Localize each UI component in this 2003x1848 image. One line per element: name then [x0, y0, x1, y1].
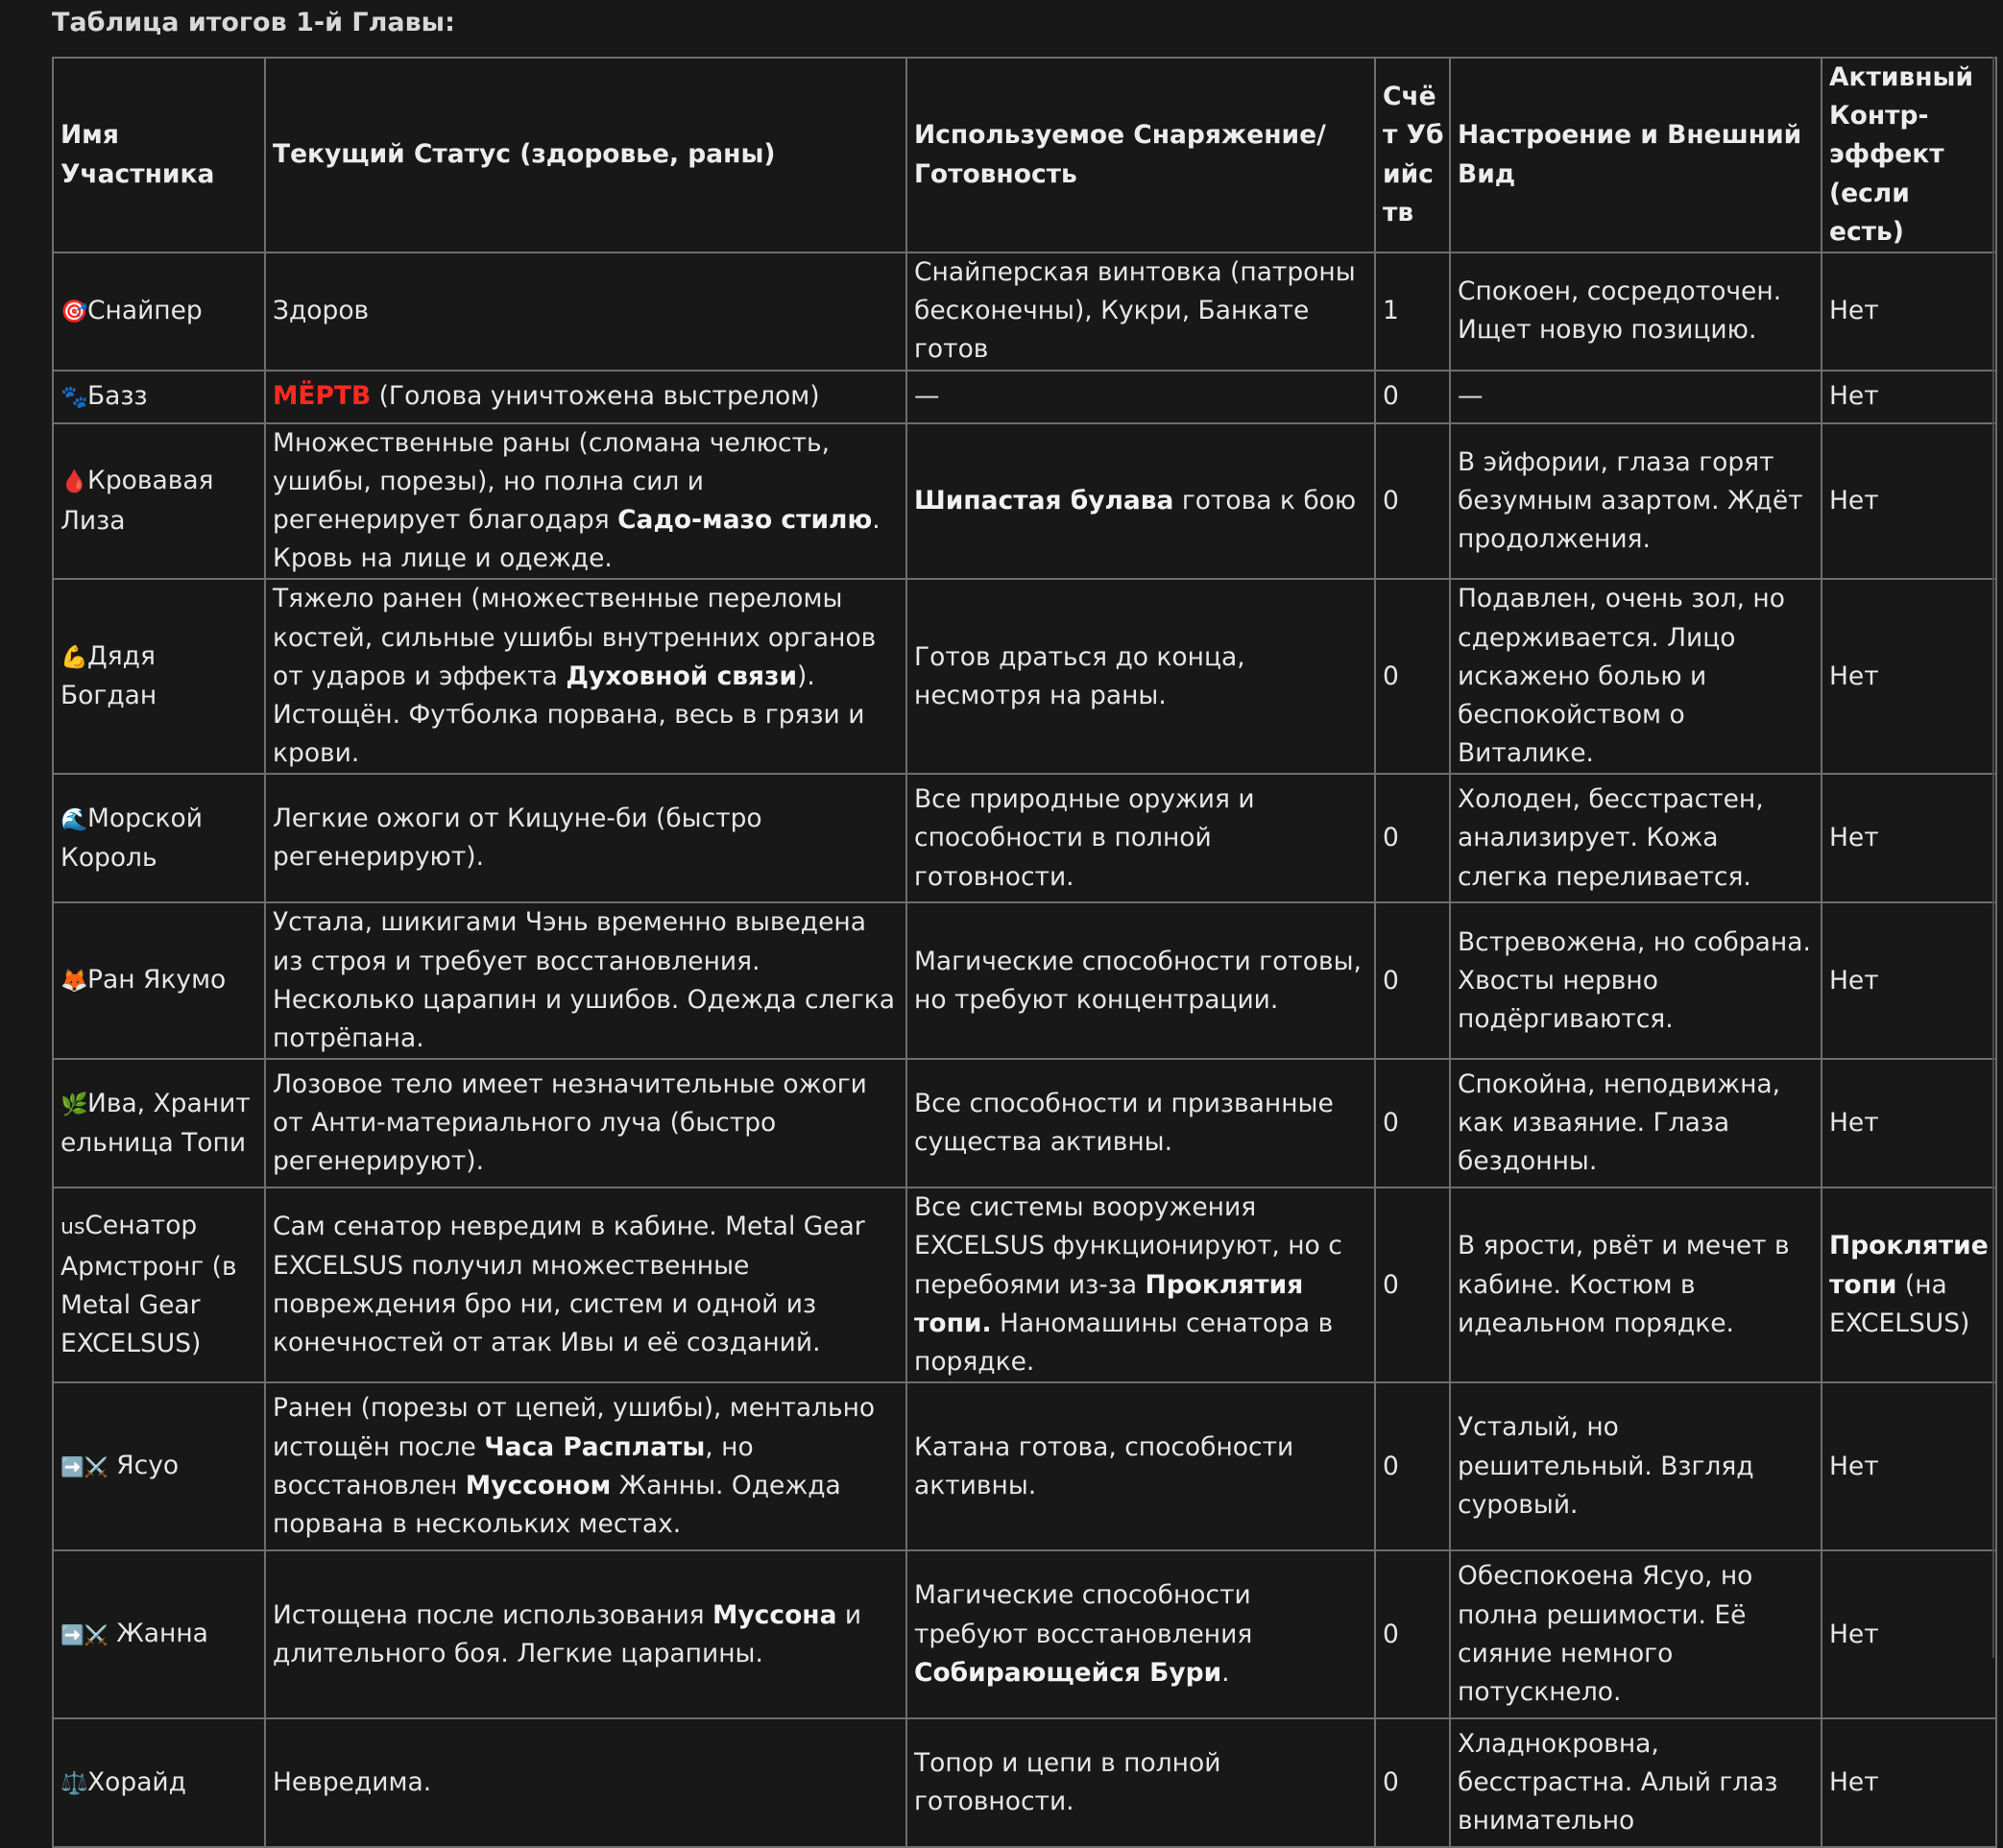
table-row: [53, 1059, 1996, 1188]
kills-cell: 0: [1375, 1059, 1450, 1188]
name-text: Ран Якумо: [87, 965, 227, 996]
counter-cell: Нет: [1822, 902, 1996, 1059]
table-row: [53, 774, 1996, 902]
status-text: ). Истощён. Футболка порвана, весь в грязи и крови.: [273, 660, 865, 769]
summary-table: [52, 57, 1997, 1848]
arrow-sword-icon: ➡️⚔️: [60, 1623, 109, 1647]
kills-cell: 0: [1375, 1188, 1450, 1382]
mood-cell: Спокоен, сосредоточен. Ищет новую позицию.: [1450, 252, 1822, 371]
mood-cell: В ярости, рвёт и мечет в кабине. Костюм в идеальном порядке.: [1450, 1188, 1822, 1382]
participant-name: [53, 252, 265, 371]
kills-cell: 1: [1375, 252, 1450, 371]
gear-cell: Все способности и призванные существа активны.: [906, 1059, 1375, 1188]
kills-cell: 0: [1375, 774, 1450, 902]
kills-cell: 0: [1375, 423, 1450, 580]
table-row: [53, 252, 1996, 371]
name-text: Морской Король: [60, 803, 203, 873]
participant-name: [53, 1188, 265, 1382]
dead-status-label: МЁРТВ: [273, 381, 372, 412]
participant-name: [53, 1059, 265, 1188]
gear-text: Наномашины сенатора в порядке.: [914, 1308, 1334, 1378]
table-row: [53, 423, 1996, 580]
status-cell: Легкие ожоги от Кицуне-би (быстро регенерируют).: [265, 774, 906, 902]
mood-cell: Усталый, но решительный. Взгляд суровый.: [1450, 1382, 1822, 1550]
status-text: Ранен (порезы от цепей, ушибы), ментально истощён после: [273, 1393, 876, 1462]
mood-cell: В эйфории, глаза горят безумным азартом. Ждёт продолжения.: [1450, 423, 1822, 580]
flexed-arm-icon: 💪: [60, 645, 88, 671]
participant-name: [53, 1718, 265, 1847]
status-cell: [265, 579, 906, 774]
status-text: (Голова уничтожена выстрелом): [371, 381, 820, 412]
status-bold: Муссона: [712, 1599, 837, 1630]
gear-cell: Катана готова, способности активны.: [906, 1382, 1375, 1550]
counter-cell: Нет: [1822, 1382, 1996, 1550]
status-cell: Невредима.: [265, 1718, 906, 1847]
gear-cell: Снайперская винтовка (патроны бесконечны), Кукри, Банкате готов: [906, 252, 1375, 371]
mood-cell: Подавлен, очень зол, но сдерживается. Лицо искажено болью и беспокойством о Виталике.: [1450, 579, 1822, 774]
summary-table-wrapper: [52, 57, 2003, 1848]
us-flag-icon: us: [60, 1215, 85, 1240]
status-cell: [265, 1382, 906, 1550]
table-row: [53, 1718, 1996, 1847]
status-bold: Садо-мазо стилю: [617, 505, 873, 536]
counter-cell: Нет: [1822, 774, 1996, 902]
scales-icon: ⚖️: [60, 1770, 88, 1796]
name-text: Дядя Богдан: [60, 641, 157, 711]
status-text: и длительного боя. Легкие царапины.: [273, 1599, 862, 1668]
status-text: , но восстановлен: [273, 1431, 754, 1500]
status-text: . Кровь на лице и одежде.: [273, 505, 881, 574]
name-text: Хорайд: [87, 1766, 186, 1797]
name-text: Ясуо: [116, 1451, 180, 1481]
blood-drop-icon: 🩸: [60, 469, 88, 495]
status-bold: Муссоном: [465, 1470, 612, 1500]
header-name: Имя Участника: [53, 58, 265, 252]
status-text: Множественные раны (сломана челюсть, ушибы, порезы), но полна сил и регенерирует благодаря: [273, 427, 831, 536]
header-counter-effect: Активный Контр-эффект (если есть): [1822, 58, 1996, 252]
gear-cell: Магические способности готовы, но требуют концентрации.: [906, 902, 1375, 1059]
mood-cell: —: [1450, 371, 1822, 423]
counter-cell: Нет: [1822, 1059, 1996, 1188]
counter-cell: Нет: [1822, 371, 1996, 423]
gear-cell: [906, 423, 1375, 580]
counter-text: (на EXCELSUS): [1829, 1269, 1970, 1338]
status-cell: [265, 1550, 906, 1718]
header-status: Текущий Статус (здоровье, раны): [265, 58, 906, 252]
gear-cell: [906, 1188, 1375, 1382]
table-row: [53, 1188, 1996, 1382]
table-row: [53, 1382, 1996, 1550]
gear-cell: [906, 1550, 1375, 1718]
counter-cell: Нет: [1822, 423, 1996, 580]
table-header-row: [53, 58, 1996, 252]
participant-name: [53, 902, 265, 1059]
vertical-divider: [1992, 57, 1994, 1658]
participant-name: [53, 423, 265, 580]
gear-cell: Все природные оружия и способности в полной готовности.: [906, 774, 1375, 902]
status-cell: Устала, шикигами Чэнь временно выведена из строя и требует восстановления. Несколько царапин и ушибов. Одежда слегка потрёпана.: [265, 902, 906, 1059]
gear-text: Магические способности требуют восстановления: [914, 1580, 1253, 1649]
gear-cell: Топор и цепи в полной готовности.: [906, 1718, 1375, 1847]
mood-cell: Обеспокоена Ясуо, но полна решимости. Её сияние немного потускнело.: [1450, 1550, 1822, 1718]
kills-cell: 0: [1375, 1718, 1450, 1847]
counter-cell: Нет: [1822, 1550, 1996, 1718]
arrow-sword-icon: ➡️⚔️: [60, 1455, 109, 1479]
herb-icon: 🌿: [60, 1092, 88, 1117]
table-row: [53, 371, 1996, 423]
page-title: Таблица итогов 1-й Главы:: [52, 8, 455, 37]
wave-icon: 🌊: [60, 806, 88, 832]
target-icon: 🎯: [60, 299, 88, 324]
name-text: Ива, Хранительница Топи: [60, 1088, 251, 1158]
kills-cell: 0: [1375, 1382, 1450, 1550]
header-mood: Настроение и Внешний Вид: [1450, 58, 1822, 252]
counter-bold: Проклятие топи: [1829, 1231, 1989, 1300]
name-text: Кровавая Лиза: [60, 466, 214, 536]
status-cell: Сам сенатор невредим в кабине. Metal Gear EXCELSUS получил множественные повреждения бро ни, систем и одной из конечностей от атак Ивы и её созданий.: [265, 1188, 906, 1382]
gear-text: .: [1221, 1657, 1230, 1688]
fox-icon: 🦊: [60, 969, 88, 995]
paw-icon: 🐾: [60, 384, 88, 410]
name-text: Сенатор Армстронг (в Metal Gear EXCELSUS): [60, 1211, 237, 1358]
counter-cell: Нет: [1822, 1718, 1996, 1847]
status-cell: [265, 423, 906, 580]
name-text: Жанна: [116, 1619, 208, 1649]
gear-bold: Собирающейся Бури: [914, 1657, 1222, 1688]
kills-cell: 0: [1375, 1550, 1450, 1718]
table-row: [53, 902, 1996, 1059]
mood-cell: Встревожена, но собрана. Хвосты нервно подёргиваются.: [1450, 902, 1822, 1059]
gear-cell: Готов драться до конца, несмотря на раны.: [906, 579, 1375, 774]
gear-bold: Шипастая булава: [914, 485, 1174, 516]
counter-cell: Нет: [1822, 579, 1996, 774]
gear-text: Все системы вооружения EXCELSUS функционируют, но с перебоями из-за: [914, 1192, 1342, 1300]
status-text: Тяжело ранен (множественные переломы костей, сильные ушибы внутренних органов от ударов и эффекта: [273, 584, 877, 691]
participant-name: [53, 1550, 265, 1718]
table-row: [53, 1550, 1996, 1718]
table-row: [53, 579, 1996, 774]
gear-bold: Проклятия топи.: [914, 1269, 1304, 1338]
name-text: Снайпер: [87, 295, 203, 325]
counter-cell: [1822, 1188, 1996, 1382]
participant-name: [53, 774, 265, 902]
status-bold: Часа Расплаты: [484, 1431, 706, 1462]
status-cell: Лозовое тело имеет незначительные ожоги от Анти-материального луча (быстро регенерируют).: [265, 1059, 906, 1188]
status-cell: [265, 371, 906, 423]
kills-cell: 0: [1375, 902, 1450, 1059]
kills-cell: 0: [1375, 579, 1450, 774]
kills-cell: 0: [1375, 371, 1450, 423]
header-kills: Счёт Убийств: [1375, 58, 1450, 252]
header-gear: Используемое Снаряжение/ Готовность: [906, 58, 1375, 252]
status-text: Истощена после использования: [273, 1599, 713, 1630]
mood-cell: Спокойна, неподвижна, как изваяние. Глаза бездонны.: [1450, 1059, 1822, 1188]
participant-name: [53, 371, 265, 423]
name-text: Базз: [87, 380, 148, 411]
counter-cell: Нет: [1822, 252, 1996, 371]
mood-cell: Хладнокровна, бесстрастна. Алый глаз внимательно: [1450, 1718, 1822, 1847]
status-bold: Духовной связи: [566, 660, 798, 691]
status-cell: Здоров: [265, 252, 906, 371]
participant-name: [53, 579, 265, 774]
mood-cell: Холоден, бесстрастен, анализирует. Кожа слегка переливается.: [1450, 774, 1822, 902]
gear-cell: —: [906, 371, 1375, 423]
status-text: Жанны. Одежда порвана в нескольких местах.: [273, 1470, 841, 1539]
gear-text: готова к бою: [1173, 485, 1357, 516]
participant-name: [53, 1382, 265, 1550]
